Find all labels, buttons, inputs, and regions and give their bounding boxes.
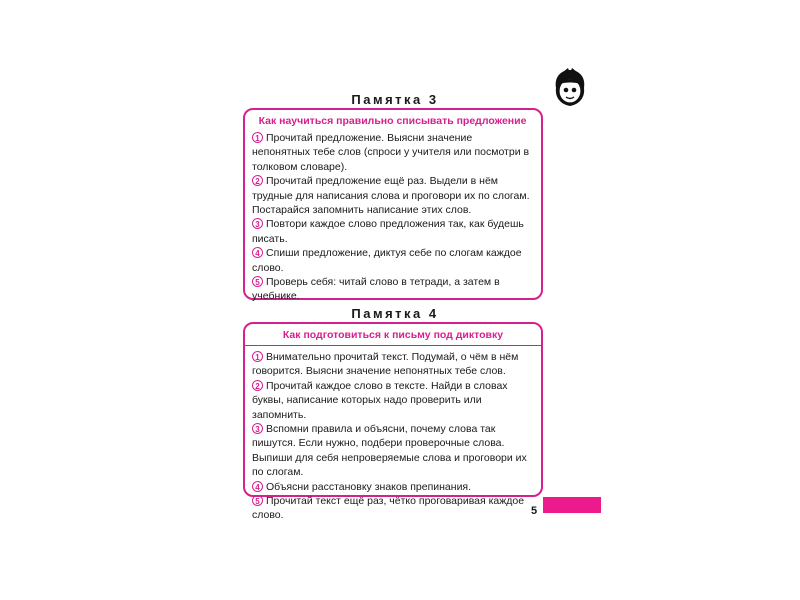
- memo3-item: [252, 217, 533, 246]
- number-circle-icon: 3: [252, 423, 263, 434]
- memo3-item-text: Проверь себя: читай слово в тетради, а затем в учебнике.: [252, 276, 500, 303]
- number-circle-icon: 2: [252, 380, 263, 391]
- memo3-title: Памятка 3: [351, 92, 439, 107]
- number-circle-icon: 1: [252, 132, 263, 143]
- girl-face-icon: [548, 66, 592, 110]
- memo3-item-text: Прочитай предложение. Выясни значение непонятных тебе слов (спроси у учителя или посмотри в толковом словаре).: [252, 132, 530, 173]
- number-circle-icon: 3: [252, 218, 263, 229]
- memo3-item-text: Повтори каждое слово предложения так, как будешь писать.: [252, 218, 524, 245]
- memo4-item: [252, 379, 533, 422]
- number-circle-icon: 2: [252, 175, 263, 186]
- memo4-item: [252, 494, 533, 523]
- number-circle-icon: 5: [252, 495, 263, 506]
- page-number: 5: [531, 505, 538, 517]
- memo4-item-text: Вспомни правила и объясни, почему слова так пишутся. Если нужно, подбери проверочные слова. Выпиши для себя непроверяемые слова и проговори их по слогам.: [252, 423, 527, 479]
- memo3-heading: Как научиться правильно списывать предложение: [258, 115, 527, 127]
- memo3-item: [252, 131, 533, 174]
- memo3-item-text: Спиши предложение, диктуя себе по слогам каждое слово.: [252, 247, 522, 274]
- page-color-bar: [543, 497, 601, 513]
- memo3-item: [252, 174, 533, 217]
- memo3-item-text: Прочитай предложение ещё раз. Выдели в нём трудные для написания слова и проговори их по слогам. Постарайся запомнить написание этих слов.: [252, 175, 530, 217]
- memo4-list: [252, 350, 533, 523]
- memo4-item-text: Прочитай текст ещё раз, чётко проговаривая каждое слово.: [252, 495, 525, 522]
- number-circle-icon: 1: [252, 351, 263, 362]
- memo4-item-text: Объясни расстановку знаков препинания.: [266, 480, 472, 493]
- memo4-title: Памятка 4: [351, 306, 439, 321]
- memo4-item-text: Внимательно прочитай текст. Подумай, о чём в нём говорится. Выясни значение непонятных тебе слов.: [252, 351, 519, 378]
- memo4-item: [252, 480, 533, 494]
- number-circle-icon: 5: [252, 276, 263, 287]
- memo4-item: [252, 422, 533, 480]
- memo3-list: [252, 131, 533, 304]
- memo4-box: [243, 322, 543, 522]
- memo4-item-text: Прочитай каждое слово в тексте. Найди в словах буквы, написание которых надо проверить или запомнить.: [252, 379, 508, 421]
- memo3-item: [252, 246, 533, 275]
- memo4-heading: Как подготовиться к письму под диктовку: [245, 324, 541, 346]
- memo3-item: [252, 275, 533, 304]
- memo3-box: [243, 108, 543, 303]
- memo4-item: [252, 350, 533, 379]
- number-circle-icon: 4: [252, 247, 263, 258]
- number-circle-icon: 4: [252, 481, 263, 492]
